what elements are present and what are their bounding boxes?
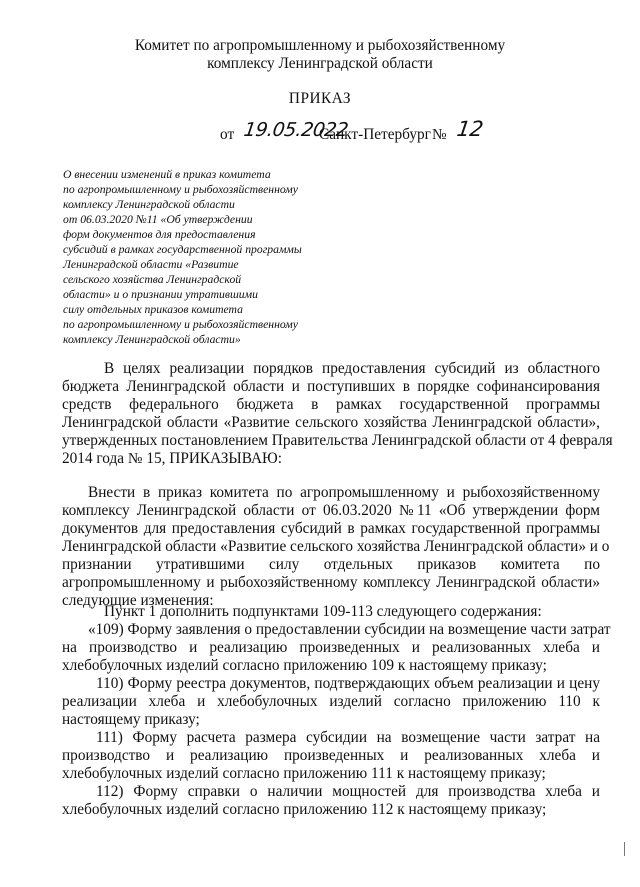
body-line: комплексу Ленинградской области от 06.03.2020 №11 «Об утверждении форм xyxy=(62,502,600,519)
body-line: бюджета Ленинградской области и поступивших в порядке софинансирования xyxy=(62,378,600,395)
body-line: производство и реализацию произведенных и реализованных хлеба и xyxy=(62,747,600,764)
body-line: 110) Форму реестра документов, подтверждающих объем реализации и цену xyxy=(96,675,600,692)
number-sign: № xyxy=(432,126,447,143)
body-line: хлебобулочных изделий согласно приложению 111 к настоящему приказу; xyxy=(62,765,546,782)
body-line: следующие изменения: xyxy=(62,592,214,609)
body-line: реализации хлеба и хлебобулочных изделий согласно приложению 110 к xyxy=(62,693,600,710)
scan-artifact xyxy=(624,842,625,856)
subject-line: О внесении изменений в приказ комитета xyxy=(63,168,271,181)
body-line: хлебобулочных изделий согласно приложению 112 к настоящему приказу; xyxy=(62,801,547,818)
body-line: Пункт 1 дополнить подпунктами 109-113 следующего содержания: xyxy=(104,603,542,620)
body-line: 2014 года № 15, ПРИКАЗЫВАЮ: xyxy=(62,450,283,467)
body-line: агропромышленному и рыбохозяйственному комплексу Ленинградской области» xyxy=(62,574,600,591)
subject-line: по агропромышленному и рыбохозяйственному xyxy=(63,183,298,196)
body-line: 112) Форму справки о наличии мощностей для производства хлеба и xyxy=(96,783,600,800)
subject-line: от 06.03.2020 №11 «Об утверждении xyxy=(63,213,253,226)
body-line: 111) Форму расчета размера субсидии на возмещение части затрат на xyxy=(96,729,600,746)
body-line: признании утратившими силу отдельных приказов комитета по xyxy=(62,556,600,573)
date-prefix: от xyxy=(220,126,235,143)
org-name-line-2: комплексу Ленинградской области xyxy=(207,55,433,72)
handwritten-date: 19.05.2022 xyxy=(242,119,350,141)
body-line: Ленинградской области «Развитие сельского хозяйства Ленинградской области», xyxy=(62,414,600,431)
subject-line: субсидий в рамках государственной программы xyxy=(63,243,302,256)
body-line: Ленинградской области «Развитие сельского хозяйства Ленинградской области» и о xyxy=(62,538,610,555)
body-line: документов для предоставления субсидий в рамках государственной программы xyxy=(62,520,600,537)
subject-line: форм документов для предоставления xyxy=(63,228,256,241)
org-name-line-1: Комитет по агропромышленному и рыбохозяйственному xyxy=(134,37,506,54)
subject-line: по агропромышленному и рыбохозяйственному xyxy=(63,318,298,331)
body-line: Внести в приказ комитета по агропромышленному и рыбохозяйственному xyxy=(88,484,600,501)
subject-line: области» и о признании утратившими xyxy=(63,288,258,301)
subject-line: сельского хозяйства Ленинградской xyxy=(63,273,242,286)
body-line: В целях реализации порядков предоставления субсидий из областного xyxy=(104,360,600,377)
handwritten-number: 12 xyxy=(455,117,485,141)
body-line: «109) Форму заявления о предоставлении субсидии на возмещение части затрат xyxy=(88,621,611,638)
body-line: на производство и реализацию произведенных и реализованных хлеба и xyxy=(62,639,600,656)
subject-line: комплексу Ленинградской области xyxy=(63,198,235,211)
subject-line: Ленинградской области «Развитие xyxy=(63,258,239,271)
subject-line: комплексу Ленинградской области» xyxy=(63,333,241,346)
document-title: ПРИКАЗ xyxy=(288,90,352,107)
body-line: утвержденных постановлением Правительства Ленинградской области от 4 февраля xyxy=(62,432,613,449)
body-line: средств федерального бюджета в рамках государственной программы xyxy=(62,396,600,413)
body-line: настоящему приказу; xyxy=(62,711,200,728)
subject-line: силу отдельных приказов комитета xyxy=(63,303,243,316)
city: Санкт-Петербург xyxy=(319,126,431,143)
body-line: хлебобулочных изделий согласно приложению 109 к настоящему приказу; xyxy=(62,657,547,674)
